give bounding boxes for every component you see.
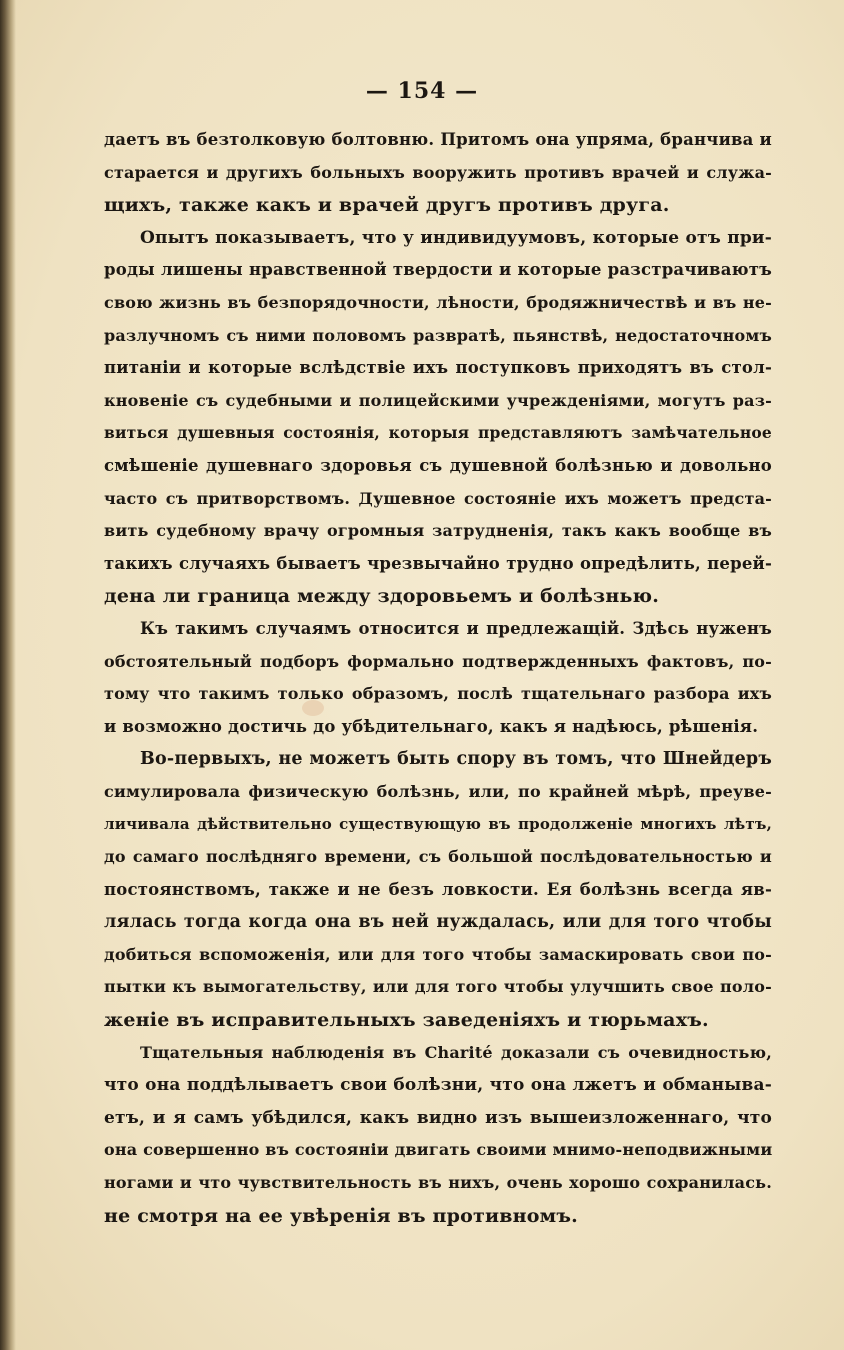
text-line: пытки къ вымогательству, или для того чтобы улучшить свое поло- <box>104 977 772 997</box>
text-line: Во-первыхъ, не можетъ быть спору въ томъ, что Шнейдеръ <box>140 749 772 770</box>
text-line: даетъ въ безтолковую болтовню. Притомъ она упряма, бранчива и <box>104 130 772 149</box>
text-line: тому что такимъ только образомъ, послѣ тщательнаго разбора ихъ <box>104 684 772 704</box>
text-line: Тщательныя наблюденiя въ Charité доказали съ очевидностью, <box>140 1042 772 1062</box>
text-line: вить судебному врачу огромныя затрудненiя, такъ какъ вообще въ <box>104 521 772 541</box>
text-line: виться душевныя состоянiя, которыя представляютъ замѣчательное <box>104 423 772 443</box>
text-line: не смотря на ее увѣренiя въ противномъ. <box>104 1204 578 1227</box>
text-line: добиться вспоможенiя, или для того чтобы замаскировать свои по- <box>104 944 772 964</box>
text-line: роды лишены нравственной твердости и которые разстрачиваютъ <box>104 260 772 280</box>
text-line: Опытъ показываетъ, что у индивидуумовъ, которые отъ при- <box>140 227 772 248</box>
text-line: Къ такимъ случаямъ относится и предлежащiй. Здѣсь нуженъ <box>140 618 772 638</box>
page-number: — 154 — <box>365 78 479 104</box>
body-text <box>104 124 772 1232</box>
text-line: часто съ притворствомъ. Душевное состоянiе ихъ можетъ предста- <box>104 488 772 508</box>
text-line: постоянствомъ, также и не безъ ловкости. Ея болѣзнь всегда яв- <box>104 879 772 899</box>
text-line: до самаго послѣдняго времени, съ большой послѣдовательностью и <box>104 847 772 867</box>
text-line: смѣшенiе душевнаго здоровья съ душевной болѣзнью и довольно <box>104 455 772 475</box>
text-line: женiе въ исправительныхъ заведенiяхъ и тюрьмахъ. <box>104 1009 709 1032</box>
text-line: старается и другихъ больныхъ вооружить противъ врачей и служа- <box>104 162 772 182</box>
text-line: и возможно достичь до убѣдительнаго, какъ я надѣюсь, рѣшенiя. <box>104 716 759 736</box>
text-line: обстоятельный подборъ формально подтвержденныхъ фактовъ, по- <box>104 651 772 671</box>
text-line: ногами и что чувствительность въ нихъ, очень хорошо сохранилась. <box>104 1173 772 1192</box>
text-line: что она поддѣлываетъ свои болѣзни, что она лжетъ и обманыва- <box>104 1075 772 1096</box>
text-line: питанiи и которые вслѣдствiе ихъ поступковъ приходятъ въ стол- <box>104 358 772 378</box>
text-line: она совершенно въ состоянiи двигать своими мнимо-неподвижными <box>104 1140 773 1160</box>
text-line: личивала дѣйствительно существующую въ продолженiе многихъ лѣтъ, <box>104 815 772 834</box>
text-line: лялась тогда когда она въ ней нуждалась, или для того чтобы <box>104 912 772 933</box>
text-line: щихъ, также какъ и врачей другъ противъ друга. <box>104 194 670 217</box>
text-line: разлучномъ съ ними половомъ развратѣ, пьянствѣ, недостаточномъ <box>104 325 772 345</box>
text-line: свою жизнь въ безпорядочности, лѣности, бродяжничествѣ и въ не- <box>104 292 772 312</box>
book-spine-shadow <box>0 0 16 1350</box>
text-line: кновенiе съ судебными и полицейскими учрежденiями, могутъ раз- <box>104 390 772 410</box>
text-line: такихъ случаяхъ бываетъ чрезвычайно трудно опредѣлить, перей- <box>104 553 772 573</box>
text-line: симулировала физическую болѣзнь, или, по крайней мѣрѣ, преуве- <box>104 781 772 801</box>
text-line: дена ли граница между здоровьемъ и болѣзнью. <box>104 585 660 608</box>
text-line: етъ, и я самъ убѣдился, какъ видно изъ вышеизложеннаго, что <box>104 1107 772 1128</box>
